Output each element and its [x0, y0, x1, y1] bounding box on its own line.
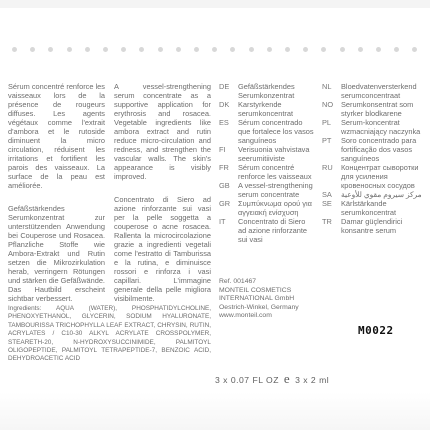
language-code: GB	[219, 181, 230, 190]
language-code: SA	[322, 190, 332, 199]
language-entry	[322, 136, 422, 163]
perforation-dot	[230, 47, 235, 52]
language-code: FI	[219, 145, 226, 154]
language-entry	[219, 82, 315, 100]
language-entry	[219, 199, 315, 217]
language-code: FR	[219, 163, 229, 172]
perforation-dot	[285, 47, 290, 52]
perforation-dot	[194, 47, 199, 52]
language-entry	[219, 118, 315, 145]
text-fr: Sérum concentré renforce les vaisseaux lors de la présence de rougeurs diffuses. Les agents végétaux comme l'extrait d'ambora et le rutoside diminuent la micro circulation, réduisent les irritations et fortifient les parois des vaisseaux. La surface de la peau est améliorée.	[8, 82, 105, 190]
language-code: ES	[219, 118, 229, 127]
perforation-dot	[376, 47, 381, 52]
estimated-sign-icon: e	[283, 371, 291, 386]
company-address: Oestrich-Winkel, Germany	[219, 303, 299, 311]
language-entry	[322, 163, 422, 190]
language-text: Bloedvatenversterkend serumconcentraat	[341, 82, 417, 100]
language-text: Gefäßstärkendes Serumkonzentrat	[238, 82, 295, 100]
perforation-dot	[249, 47, 254, 52]
language-code: PT	[322, 136, 332, 145]
language-text: مركز سيروم مقوي للأوعية	[341, 190, 422, 199]
perforation-dot	[394, 47, 399, 52]
perforation-dot	[321, 47, 326, 52]
language-entry	[322, 100, 422, 118]
volume-line	[215, 371, 415, 385]
language-text: Verisuonia vahvistava seerumitiiviste	[238, 145, 310, 163]
manufacturer-block	[219, 278, 329, 321]
language-code: DE	[219, 82, 230, 91]
perforation-dot	[340, 47, 345, 52]
perforation-dot	[412, 47, 417, 52]
perforation-dot	[85, 47, 90, 52]
perforation-dot	[212, 47, 217, 52]
language-entry	[219, 145, 315, 163]
language-entry	[219, 163, 315, 181]
ingredients-text: Ingredients: AQUA (WATER), PHOSPHATIDYLCHOLINE, PHENOXYETHANOL, GLYCERIN, SODIUM HYALURONATE, TAMBOURISSA TRICHOPHYLLA LEAF EXTRACT, CHRYSIN, RUTIN, ACRYLATES / C10-30 ALKYL ACRYLATE CROSSPOLYMER, STEARETH-20, N-HYDROXYSUCCINIMIDE, PALMITOYL OLIGOPEPTIDE, PALMITOYL TETRAPEPTIDE-7, BENZOIC ACID, DEHYDROACETIC ACID	[8, 305, 211, 363]
language-code: TR	[322, 217, 332, 226]
language-text: Sérum concentrado que fortalece los vasos sanguíneos	[238, 118, 314, 145]
volume-oz: 3 x 0.07 FL OZ	[215, 375, 279, 385]
language-text: Serumkonsentrat som styrker blodkarene	[341, 100, 414, 118]
perforation-dot	[67, 47, 72, 52]
volume-ml: 3 x 2 ml	[295, 375, 330, 385]
text-it: Concentrato di Siero ad azione rinforzante sui vasi per la pelle soggetta a couperose o acne rosacea. Rallenta la microcircolazione grazie a ingredienti vegetali come l'estratto di Tamburissa e la rutina, e diminuisce rossori e rinforza i vasi capillari. L'immagine generale della pelle migliora visibilmente.	[114, 195, 211, 303]
perforation-dot	[176, 47, 181, 52]
languages-left	[219, 82, 315, 244]
language-entry	[219, 181, 315, 199]
language-code: SE	[322, 199, 332, 208]
language-code: RU	[322, 163, 333, 172]
language-text: Damar güçlendirici konsantre serum	[341, 217, 403, 235]
perforation-dot	[48, 47, 53, 52]
perforation-dot	[121, 47, 126, 52]
text-en: A vessel-strengthening serum concentrate as a supportive application for erythrosis and rosacea. Vegetable ingredients like ambora extract and rutin reduce micro-circulation and redness, and strengthen the vascular walls. The skin's appearance is visibly improved.	[114, 82, 211, 181]
bottom-edge	[0, 392, 430, 430]
language-text: Συμπύκνωμα ορού για αγγειακή ενίσχυση	[238, 199, 312, 217]
perforation-dot	[158, 47, 163, 52]
language-text: Soro concentrado para fortificação dos vasos sanguíneos	[341, 136, 417, 163]
company-name: MONTEIL COSMETICS INTERNATIONAL GmbH	[219, 286, 295, 303]
column-fr-de	[8, 82, 105, 313]
language-entry	[322, 217, 422, 235]
perforation-dot	[103, 47, 108, 52]
language-entry	[322, 190, 422, 199]
perforation-dot	[267, 47, 272, 52]
language-entry	[322, 199, 422, 217]
perforation-dot	[303, 47, 308, 52]
language-text: Karstyrkende serumkoncentrat	[238, 100, 294, 118]
language-code: NO	[322, 100, 334, 109]
language-code: GR	[219, 199, 231, 208]
company-website: www.monteil.com	[219, 312, 272, 320]
language-text: Concentrato di Siero ad azione rinforzante sui vasi	[238, 217, 308, 244]
language-text: Концентрат сыворотки для усиления кровеносных сосудов	[341, 163, 419, 190]
perforation-dot	[12, 47, 17, 52]
language-entry	[322, 82, 422, 100]
language-text: Kärlstärkande serumkoncentrat	[341, 199, 397, 217]
language-entry	[322, 118, 422, 136]
language-entry	[219, 100, 315, 118]
ingredients	[8, 305, 211, 364]
language-code: IT	[219, 217, 226, 226]
perforation-dot	[139, 47, 144, 52]
language-text: Sérum concentré renforce les vaisseaux	[238, 163, 312, 181]
language-entry	[219, 217, 315, 244]
column-en-it	[114, 82, 211, 313]
text-de: Gefäßstärkendes Serumkonzentrat zur unterstützenden Anwendung bei Couperose und Rosacea. Pflanzliche Stoffe wie Ambora-Extrakt und Rutin setzen die Mikrozirkulation herab, verringern Rötungen und stärken die Gefäßwände. Das Hautbild erscheint sichtbar verbessert.	[8, 204, 105, 303]
ref-number: Ref. 001467	[219, 278, 257, 285]
perforation-dot	[358, 47, 363, 52]
perforation-dot	[30, 47, 35, 52]
languages-right	[322, 82, 422, 235]
language-code: NL	[322, 82, 332, 91]
language-code: PL	[322, 118, 332, 127]
perforation-dots-top	[0, 44, 430, 56]
language-text: Serum-koncentrat wzmacniający naczynka	[341, 118, 421, 136]
top-edge	[0, 0, 430, 8]
batch-code: M0022	[358, 324, 394, 337]
language-code: DK	[219, 100, 230, 109]
language-text: A vessel-strengthening serum concentrate	[238, 181, 313, 199]
